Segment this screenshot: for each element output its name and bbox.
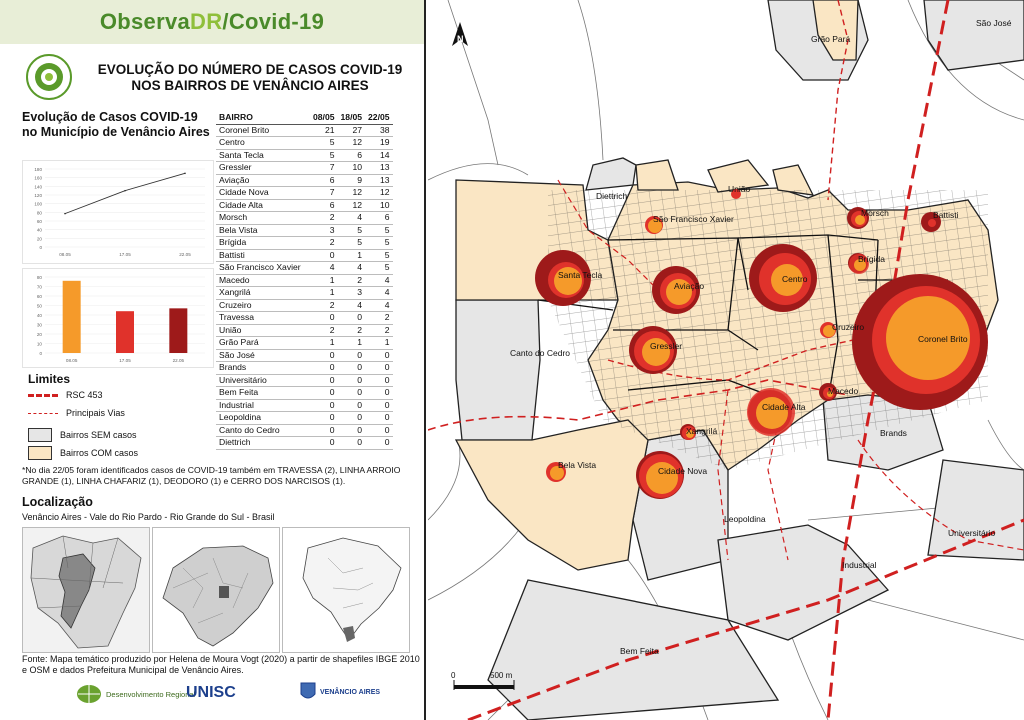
count-cell: 0 [365,387,393,400]
label-bela-vista: Bela Vista [558,460,597,470]
y-tick-label: 10 [36,341,42,347]
label-cruzeiro: Cruzeiro [832,322,865,332]
label-leopoldina: Leopoldina [724,514,766,524]
title-line-2: NOS BAIRROS DE VENÂNCIO AIRES [131,78,369,93]
observatorio-logo [26,54,72,100]
y-tick-label: 80 [36,275,42,280]
count-cell: 5 [310,149,338,162]
bairro-cell: Canto do Cedro [216,424,310,437]
count-cell: 5 [310,137,338,150]
table-header-cell: 18/05 [338,112,366,124]
main-title [80,62,420,94]
y-tick-label: 80 [36,210,42,216]
bairro-cell: Battisti [216,249,310,262]
count-cell: 6 [310,174,338,187]
count-cell: 0 [338,349,366,362]
label-gressler: Gressler [650,341,683,351]
circle-cidade-alta [747,388,795,436]
count-cell: 0 [338,362,366,375]
table-row [216,374,393,387]
table-header-cell: BAIRRO [216,112,310,124]
bairro-cell: Leopoldina [216,412,310,425]
label-canto-cedro: Canto do Cedro [510,348,571,358]
count-cell: 1 [310,287,338,300]
count-cell: 5 [365,237,393,250]
count-cell: 0 [310,412,338,425]
bairro-cell: Cidade Alta [216,199,310,212]
bairro-cell: Gressler [216,162,310,175]
table-row [216,199,393,212]
label-xangrila: Xangrilá [686,426,718,436]
count-cell: 0 [365,437,393,450]
table-row [216,349,393,362]
bairro-cell: Cruzeiro [216,299,310,312]
line-point [184,173,186,175]
count-cell: 6 [365,212,393,225]
label-morsch: Morsch [861,208,889,218]
legend-rsc [28,390,103,400]
count-cell: 0 [310,387,338,400]
count-cell: 10 [338,162,366,175]
x-tick-label: 17.05 [119,358,131,363]
label-universitario: Universitário [948,528,996,538]
bar-chart-svg [23,269,213,367]
label-santa-tecla: Santa Tecla [558,270,603,280]
count-cell: 0 [365,412,393,425]
table-row [216,399,393,412]
bairro-cell: Morsch [216,212,310,225]
label-diettrich: Diettrich [596,191,628,201]
bairro-cell: Brígida [216,237,310,250]
x-tick-label: 08.05 [59,252,71,257]
location-subtitle: Venâncio Aires - Vale do Rio Pardo - Rio Grande do Sul - Brasil [22,512,275,522]
y-tick-label: 0 [39,245,42,250]
table-row [216,274,393,287]
legend-com [28,446,138,460]
y-tick-label: 50 [36,303,42,309]
bairro-cell: Xangrilá [216,287,310,300]
table-row [216,262,393,275]
count-cell: 0 [365,349,393,362]
count-cell: 4 [365,299,393,312]
bairro-cell: Cidade Nova [216,187,310,200]
count-cell: 0 [338,399,366,412]
count-cell: 0 [365,362,393,375]
y-tick-label: 70 [36,284,42,290]
table-row [216,337,393,350]
count-cell: 27 [338,124,366,137]
count-cell: 0 [338,437,366,450]
count-cell: 5 [365,224,393,237]
label-aviacao: Aviação [674,281,705,291]
label-sao-jose: São José [976,18,1012,28]
count-cell: 0 [365,424,393,437]
count-cell: 2 [310,212,338,225]
count-cell: 4 [310,262,338,275]
count-cell: 13 [365,162,393,175]
count-cell: 3 [310,224,338,237]
count-cell: 3 [338,287,366,300]
count-cell: 4 [365,287,393,300]
y-tick-label: 160 [34,175,42,181]
y-tick-label: 40 [36,227,42,233]
table-row [216,387,393,400]
bairro-cell: Travessa [216,312,310,325]
header-banner [0,0,424,44]
count-cell: 13 [365,174,393,187]
y-tick-label: 100 [34,201,42,207]
bairro-cell: Macedo [216,274,310,287]
count-cell: 12 [338,199,366,212]
crest-icon [300,682,316,702]
bar [63,281,81,353]
count-cell: 12 [338,137,366,150]
partner-unisc-label: UNISC [186,684,236,701]
y-tick-label: 120 [34,193,42,198]
count-cell: 2 [310,324,338,337]
count-cell: 0 [365,374,393,387]
table-row [216,424,393,437]
table-row [216,287,393,300]
count-cell: 0 [310,424,338,437]
y-tick-label: 180 [34,167,42,172]
line-chart [22,160,214,264]
label-cidade-nova: Cidade Nova [658,466,708,476]
table-row [216,124,393,137]
bar [116,311,134,353]
count-cell: 6 [310,199,338,212]
table-row [216,187,393,200]
scale-label-500: 500 m [490,671,513,680]
country-minimap [282,527,410,653]
title-line-1: EVOLUÇÃO DO NÚMERO DE CASOS COVID-19 [97,62,403,77]
count-cell: 1 [310,337,338,350]
table-row [216,149,393,162]
count-cell: 2 [310,237,338,250]
count-cell: 4 [338,299,366,312]
x-tick-label: 08.05 [65,358,78,363]
count-cell: 5 [365,262,393,275]
legend-vias [28,408,125,418]
count-cell: 38 [365,124,393,137]
count-cell: 2 [365,312,393,325]
label-bem-feita: Bem Feita [620,646,659,656]
table-row [216,212,393,225]
count-cell: 0 [338,312,366,325]
label-coronel-brito: Coronel Brito [918,334,968,344]
label-grao-para: Grão Pará [811,34,851,44]
count-cell: 0 [338,387,366,400]
y-tick-label: 140 [34,184,42,190]
table-row [216,224,393,237]
x-tick-label: 22.05 [179,252,191,257]
label-industrial: Industrial [842,560,877,570]
count-cell: 1 [365,337,393,350]
table-row [216,412,393,425]
bairro-cell: Centro [216,137,310,150]
count-cell: 4 [338,262,366,275]
scale-label-0: 0 [451,671,456,680]
count-cell: 14 [365,149,393,162]
bairro-cell: São Francisco Xavier [216,262,310,275]
count-cell: 0 [310,349,338,362]
count-cell: 6 [338,149,366,162]
y-tick-label: 30 [36,322,42,328]
table-row [216,324,393,337]
count-cell: 21 [310,124,338,137]
table-row [216,299,393,312]
count-cell: 4 [338,212,366,225]
count-cell: 9 [338,174,366,187]
table-row [216,137,393,150]
count-cell: 10 [365,199,393,212]
count-cell: 0 [338,374,366,387]
partner-unisc [186,684,236,702]
location-heading: Localização [22,495,93,509]
table-row [216,237,393,250]
table-header-cell: 08/05 [310,112,338,124]
partner-prefeitura [300,682,380,702]
partner-desenvolvimento-label: Desenvolvimento Regional [106,689,196,699]
bairro-cell: Aviação [216,174,310,187]
partner-desenvolvimento [76,684,195,704]
bairro-cell: Bem Feita [216,387,310,400]
count-cell: 4 [365,274,393,287]
bairro-cell: Brands [216,362,310,375]
partner-prefeitura-label: VENÂNCIO AIRES [320,688,381,696]
bairro-cell: São José [216,349,310,362]
bairro-cell: Industrial [216,399,310,412]
count-cell: 5 [338,224,366,237]
y-tick-label: 20 [36,332,42,337]
count-cell: 0 [310,362,338,375]
count-cell: 12 [338,187,366,200]
header-observa: Observa [99,9,191,34]
legend-sem-label: Bairros SEM casos [60,430,137,440]
legend-com-label: Bairros COM casos [60,448,139,458]
header-covid: /Covid-19 [222,9,325,34]
bairro-cell: Universitário [216,374,310,387]
count-cell: 5 [365,249,393,262]
count-cell: 5 [338,237,366,250]
bairro-cell: Grão Pará [216,337,310,350]
label-brands: Brands [880,428,907,438]
vias-line-icon [28,413,58,414]
north-label: N [457,34,464,44]
count-cell: 1 [338,249,366,262]
x-tick-label: 17.05 [119,252,131,257]
count-cell: 0 [338,424,366,437]
table-row [216,162,393,175]
y-tick-label: 60 [36,294,42,299]
table-row [216,362,393,375]
label-uniao: União [728,184,751,194]
y-tick-label: 0 [39,351,42,356]
cases-table [216,112,393,450]
legend-sem [28,428,137,442]
footnote: *No dia 22/05 foram identificados casos de COVID-19 também em TRAVESSA (2), LINHA ARROIO GRANDE (1), LINHA CHAFARIZ (1), DEODORO (1) e CERRO DOS NARCISOS (1). [22,465,401,486]
y-tick-label: 20 [36,236,42,242]
region-minimap [22,527,150,653]
state-minimap [152,527,280,653]
bairro-cell: Diettrich [216,437,310,450]
bar-chart [22,268,214,368]
bar [169,308,187,353]
legend-rsc-label: RSC 453 [66,390,103,400]
label-battisti: Battisti [933,210,959,220]
table-row [216,312,393,325]
bairro-cell: Coronel Brito [216,124,310,137]
label-cidade-alta: Cidade Alta [762,402,806,412]
source-text: Fonte: Mapa temático produzido por Helena de Moura Vogt (2020) a partir de shapefiles IBGE 2010 e OSM e dados Prefeitura Municipal de Venâncio Aires. [22,654,420,675]
count-cell: 19 [365,137,393,150]
y-tick-label: 40 [36,313,42,318]
sem-casos-swatch [28,428,52,442]
info-panel [0,0,426,720]
rsc-line-icon [28,394,58,397]
count-cell: 2 [338,324,366,337]
table-row [216,249,393,262]
legend-vias-label: Principais Vias [66,408,125,418]
bairro-cell: Bela Vista [216,224,310,237]
y-tick-label: 60 [36,219,42,224]
line-point [124,190,126,192]
table-header-cell: 22/05 [365,112,393,124]
legend-heading: Limites [28,372,71,386]
count-cell: 0 [310,437,338,450]
bairro-cell: Santa Tecla [216,149,310,162]
table-header-row [216,112,393,124]
count-cell: 0 [338,412,366,425]
count-cell: 7 [310,187,338,200]
label-brigida: Brígida [858,254,885,264]
count-cell: 12 [365,187,393,200]
table-row [216,437,393,450]
label-macedo: Macedo [828,386,859,396]
count-cell: 0 [310,399,338,412]
table-row [216,174,393,187]
com-casos-swatch [28,446,52,460]
count-cell: 1 [338,337,366,350]
count-cell: 0 [310,374,338,387]
count-cell: 0 [310,249,338,262]
count-cell: 2 [365,324,393,337]
count-cell: 7 [310,162,338,175]
line-chart-svg [23,161,213,263]
count-cell: 1 [310,274,338,287]
globe-icon [76,684,102,704]
header-dr: DR [190,9,223,34]
label-sao-francisco: São Francisco Xavier [653,214,734,224]
count-cell: 2 [310,299,338,312]
line-point [64,213,66,215]
map-svg [428,0,1024,720]
label-centro: Centro [782,274,808,284]
count-cell: 2 [338,274,366,287]
evolution-heading: Evolução de Casos COVID-19 no Município de Venâncio Aires [22,110,210,139]
city-map [428,0,1024,720]
x-tick-label: 22.05 [172,358,185,363]
line-series [65,173,185,213]
count-cell: 0 [365,399,393,412]
count-cell: 0 [310,312,338,325]
bairro-cell: União [216,324,310,337]
